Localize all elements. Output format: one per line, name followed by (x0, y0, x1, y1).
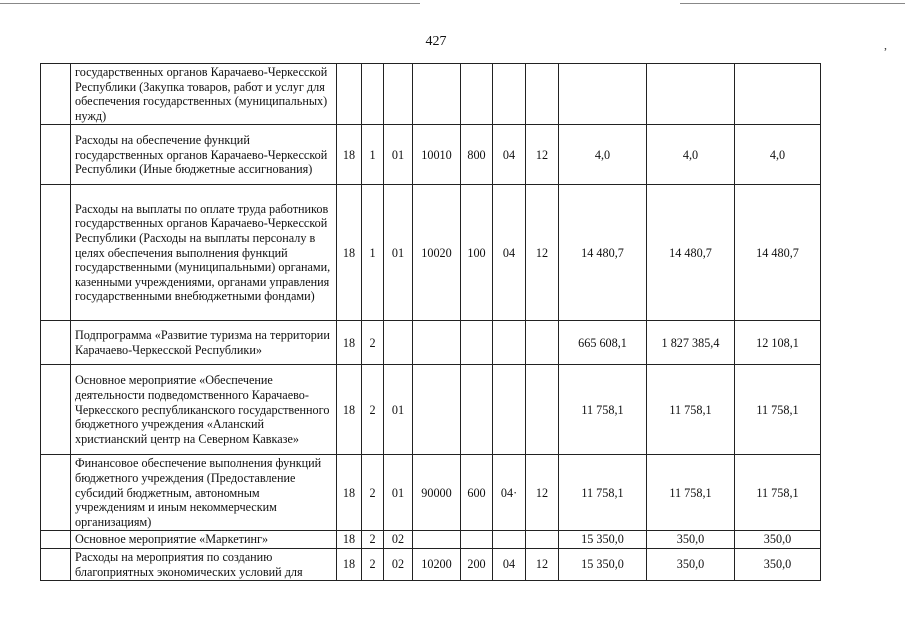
subprogram-code: 01 (384, 365, 413, 455)
section-code (493, 321, 526, 365)
amount-year-2: 11 758,1 (647, 365, 735, 455)
amount-year-3: 12 108,1 (735, 321, 821, 365)
ministry-code: 18 (337, 548, 362, 580)
amount-year-3: 4,0 (735, 125, 821, 185)
subsection-code: 12 (526, 185, 559, 321)
table-row (41, 321, 821, 365)
expense-type-code: 600 (461, 455, 493, 531)
subprogram-code (384, 64, 413, 125)
direction-code: 10200 (413, 548, 461, 580)
table-row (41, 365, 821, 455)
subprogram-code: 02 (384, 548, 413, 580)
ministry-code: 18 (337, 125, 362, 185)
item-name: государственных органов Карачаево-Черкесской Республики (Закупка товаров, работ и услуг для обеспечения государственных (муниципальных) нужд) (71, 64, 337, 125)
amount-year-2: 4,0 (647, 125, 735, 185)
scan-edge-line-left (0, 3, 420, 4)
amount-year-1: 15 350,0 (559, 548, 647, 580)
table-row (41, 548, 821, 580)
page-number: 427 (425, 34, 447, 49)
index-cell (41, 125, 71, 185)
amount-year-1: 14 480,7 (559, 185, 647, 321)
subprogram-code (384, 321, 413, 365)
amount-year-1: 4,0 (559, 125, 647, 185)
section-code: 04· (493, 455, 526, 531)
section-code: 04 (493, 548, 526, 580)
section-code: 04 (493, 185, 526, 321)
direction-code: 10010 (413, 125, 461, 185)
table-row (41, 455, 821, 531)
index-cell (41, 321, 71, 365)
amount-year-2 (647, 64, 735, 125)
direction-code (413, 64, 461, 125)
expense-type-code (461, 365, 493, 455)
subprogram-code: 01 (384, 185, 413, 321)
index-cell (41, 64, 71, 125)
amount-year-1: 15 350,0 (559, 531, 647, 549)
index-cell (41, 365, 71, 455)
amount-year-1: 11 758,1 (559, 365, 647, 455)
program-code: 2 (362, 455, 384, 531)
amount-year-2: 11 758,1 (647, 455, 735, 531)
expense-type-code (461, 531, 493, 549)
amount-year-3: 350,0 (735, 531, 821, 549)
amount-year-2: 14 480,7 (647, 185, 735, 321)
item-name: Финансовое обеспечение выполнения функций бюджетного учреждения (Предоставление субсидий бюджетным, автономным учреждениям и иным некоммерческим организациям) (71, 455, 337, 531)
item-name: Основное мероприятие «Маркетинг» (71, 531, 337, 549)
program-code (362, 64, 384, 125)
section-code (493, 64, 526, 125)
expense-type-code (461, 321, 493, 365)
direction-code (413, 531, 461, 549)
section-code (493, 531, 526, 549)
ministry-code: 18 (337, 531, 362, 549)
item-name: Основное мероприятие «Обеспечение деятельности подведомственного Карачаево-Черкесского республиканского государственного бюджетного учреждения «Аланский христианский центр на Северном Кавказе» (71, 365, 337, 455)
program-code: 2 (362, 531, 384, 549)
subprogram-code: 01 (384, 125, 413, 185)
expense-type-code: 200 (461, 548, 493, 580)
subsection-code (526, 64, 559, 125)
table-row (41, 185, 821, 321)
amount-year-2: 350,0 (647, 548, 735, 580)
program-code: 2 (362, 548, 384, 580)
budget-table (40, 63, 821, 581)
index-cell (41, 548, 71, 580)
amount-year-1: 11 758,1 (559, 455, 647, 531)
program-code: 1 (362, 185, 384, 321)
subsection-code: 12 (526, 455, 559, 531)
expense-type-code: 100 (461, 185, 493, 321)
item-name: Расходы на обеспечение функций государственных органов Карачаево-Черкесской Республики (Иные бюджетные ассигнования) (71, 125, 337, 185)
amount-year-1: 665 608,1 (559, 321, 647, 365)
ministry-code: 18 (337, 365, 362, 455)
section-code: 04 (493, 125, 526, 185)
scan-speck: , (884, 38, 887, 52)
subprogram-code: 02 (384, 531, 413, 549)
subsection-code (526, 321, 559, 365)
scan-edge-line-right (680, 3, 905, 4)
program-code: 2 (362, 365, 384, 455)
direction-code (413, 365, 461, 455)
index-cell (41, 455, 71, 531)
ministry-code: 18 (337, 321, 362, 365)
amount-year-3: 350,0 (735, 548, 821, 580)
section-code (493, 365, 526, 455)
subsection-code (526, 365, 559, 455)
ministry-code: 18 (337, 185, 362, 321)
amount-year-3 (735, 64, 821, 125)
amount-year-3: 11 758,1 (735, 455, 821, 531)
item-name: Расходы на выплаты по оплате труда работников государственных органов Карачаево-Черкесской Республики (Расходы на выплаты персоналу в целях обеспечения выполнения функций государственными (муниципальными) органами, казенными учреждениями, органами управления государственными внебюджетными фондами) (71, 185, 337, 321)
direction-code (413, 321, 461, 365)
program-code: 2 (362, 321, 384, 365)
subsection-code: 12 (526, 548, 559, 580)
index-cell (41, 185, 71, 321)
item-name: Расходы на мероприятия по созданию благоприятных экономических условий для (71, 548, 337, 580)
index-cell (41, 531, 71, 549)
ministry-code (337, 64, 362, 125)
amount-year-3: 11 758,1 (735, 365, 821, 455)
table-row (41, 531, 821, 549)
amount-year-1 (559, 64, 647, 125)
direction-code: 10020 (413, 185, 461, 321)
direction-code: 90000 (413, 455, 461, 531)
program-code: 1 (362, 125, 384, 185)
expense-type-code: 800 (461, 125, 493, 185)
subprogram-code: 01 (384, 455, 413, 531)
table-row (41, 125, 821, 185)
ministry-code: 18 (337, 455, 362, 531)
table-row (41, 64, 821, 125)
item-name: Подпрограмма «Развитие туризма на территории Карачаево-Черкесской Республики» (71, 321, 337, 365)
subsection-code: 12 (526, 125, 559, 185)
subsection-code (526, 531, 559, 549)
amount-year-3: 14 480,7 (735, 185, 821, 321)
expense-type-code (461, 64, 493, 125)
amount-year-2: 350,0 (647, 531, 735, 549)
amount-year-2: 1 827 385,4 (647, 321, 735, 365)
